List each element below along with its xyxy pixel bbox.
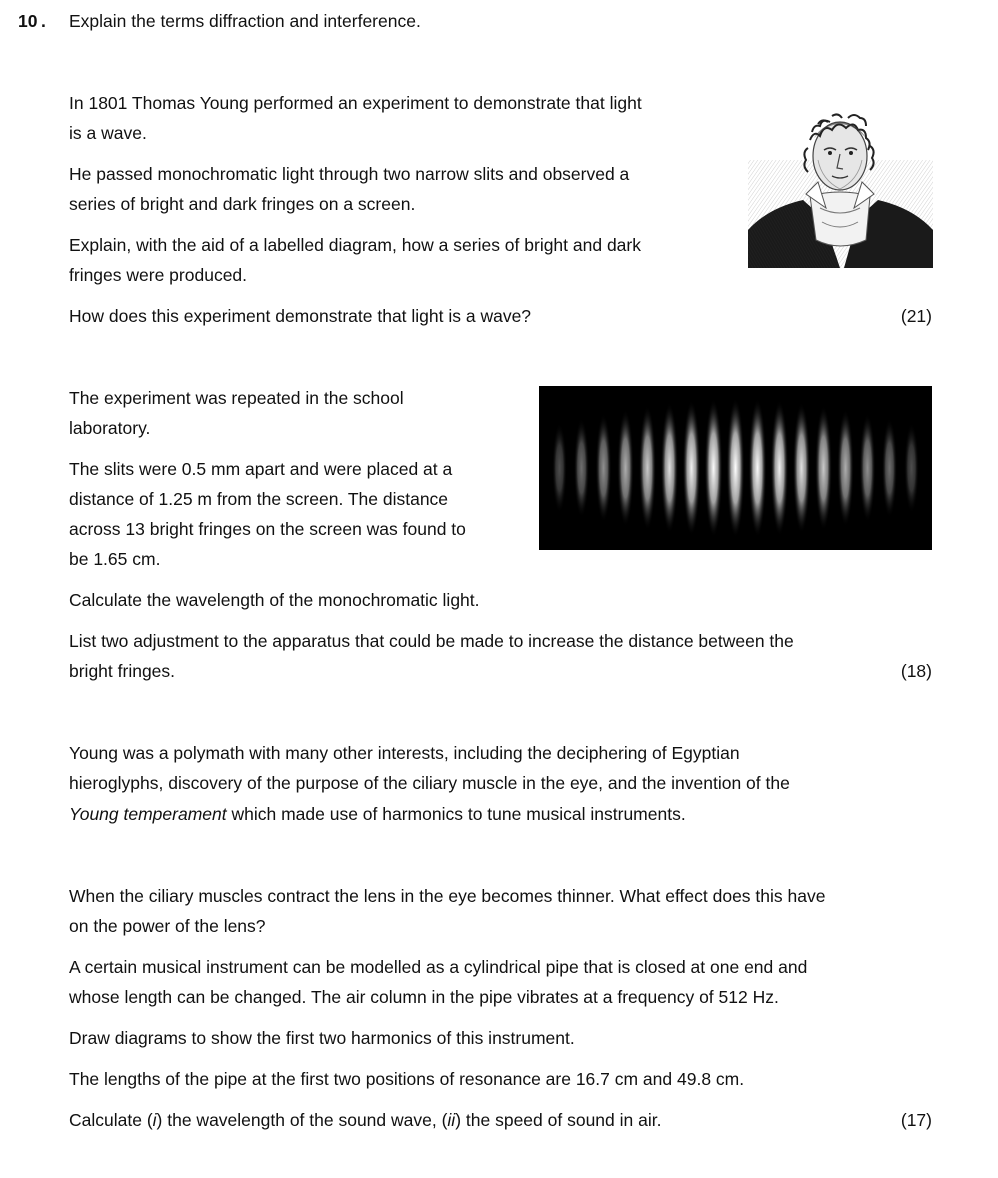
part-c-line bbox=[69, 799, 686, 829]
question-number: 10 bbox=[18, 11, 38, 31]
bright-fringe bbox=[705, 398, 723, 537]
calc-mid: ) the wavelength of the sound wave, ( bbox=[156, 1110, 448, 1130]
bright-fringe bbox=[639, 405, 656, 530]
part-c-line-rest: which made use of harmonics to tune musical instruments. bbox=[226, 804, 686, 824]
part-b-line: bright fringes. bbox=[69, 661, 176, 681]
bright-fringe bbox=[904, 422, 919, 513]
calc-prefix: Calculate ( bbox=[69, 1110, 153, 1130]
part-b-line: be 1.65 cm. bbox=[69, 549, 161, 569]
bright-fringe bbox=[617, 409, 634, 527]
bright-fringe bbox=[749, 398, 767, 537]
part-a-line: fringes were produced. bbox=[69, 265, 248, 285]
part-a-line: In 1801 Thomas Young performed an experiment to demonstrate that light bbox=[69, 93, 642, 113]
part-d-calc-line bbox=[69, 1105, 661, 1135]
young-temperament-term: Young temperament bbox=[69, 804, 227, 824]
bright-fringe bbox=[683, 400, 701, 536]
part-c-line: hieroglyphs, discovery of the purpose of the ciliary muscle in the eye, and the invention of the bbox=[69, 773, 790, 793]
bright-fringe bbox=[596, 413, 612, 522]
bright-fringe bbox=[793, 402, 810, 533]
part-d-line: on the power of the lens? bbox=[69, 916, 266, 936]
part-b-line: laboratory. bbox=[69, 418, 151, 438]
bright-fringe bbox=[815, 405, 832, 530]
part-a-line: He passed monochromatic light through two narrow slits and observed a bbox=[69, 164, 630, 184]
part-d-marks: (17) bbox=[900, 1110, 932, 1130]
part-a-line: is a wave. bbox=[69, 123, 147, 143]
part-c-line: Young was a polymath with many other interests, including the deciphering of Egyptian bbox=[69, 743, 740, 763]
part-a-line: Explain, with the aid of a labelled diagram, how a series of bright and dark bbox=[69, 235, 641, 255]
part-b-marks: (18) bbox=[900, 661, 932, 681]
part-d-line: Draw diagrams to show the first two harmonics of this instrument. bbox=[69, 1028, 575, 1048]
part-b-line: across 13 bright fringes on the screen was found to bbox=[69, 519, 466, 539]
calc-ii: ii bbox=[447, 1110, 456, 1130]
calc-suffix: ) the speed of sound in air. bbox=[455, 1110, 662, 1130]
interference-fringe-image bbox=[539, 386, 932, 550]
part-b-line: distance of 1.25 m from the screen. The distance bbox=[69, 489, 449, 509]
part-b-line: The slits were 0.5 mm apart and were placed at a bbox=[69, 459, 453, 479]
part-b-line: Calculate the wavelength of the monochromatic light. bbox=[69, 590, 480, 610]
bright-fringe bbox=[860, 413, 876, 522]
bright-fringe bbox=[882, 418, 897, 518]
part-d-line: The lengths of the pipe at the first two positions of resonance are 16.7 cm and 49.8 cm. bbox=[69, 1069, 745, 1089]
calc-i: i bbox=[152, 1110, 157, 1130]
bright-fringe bbox=[661, 402, 678, 533]
part-b-line: List two adjustment to the apparatus that could be made to increase the distance between the bbox=[69, 631, 794, 651]
question-number-dot: . bbox=[41, 11, 46, 31]
bright-fringe bbox=[552, 422, 567, 513]
question-intro: Explain the terms diffraction and interference. bbox=[69, 11, 421, 31]
part-a-line: series of bright and dark fringes on a screen. bbox=[69, 194, 416, 214]
part-d-line: A certain musical instrument can be modelled as a cylindrical pipe that is closed at one end and bbox=[69, 957, 808, 977]
part-b-line: The experiment was repeated in the school bbox=[69, 388, 404, 408]
part-a-line: How does this experiment demonstrate that light is a wave? bbox=[69, 306, 532, 326]
bright-fringe bbox=[771, 400, 789, 536]
bright-fringe bbox=[574, 418, 589, 518]
part-d-line: whose length can be changed. The air column in the pipe vibrates at a frequency of 512 Hz. bbox=[69, 987, 779, 1007]
part-d-line: When the ciliary muscles contract the lens in the eye becomes thinner. What effect does this have bbox=[69, 886, 826, 906]
bright-fringe bbox=[837, 409, 854, 527]
bright-fringe bbox=[727, 398, 745, 538]
thomas-young-portrait bbox=[748, 90, 933, 268]
part-a-marks: (21) bbox=[900, 306, 932, 326]
